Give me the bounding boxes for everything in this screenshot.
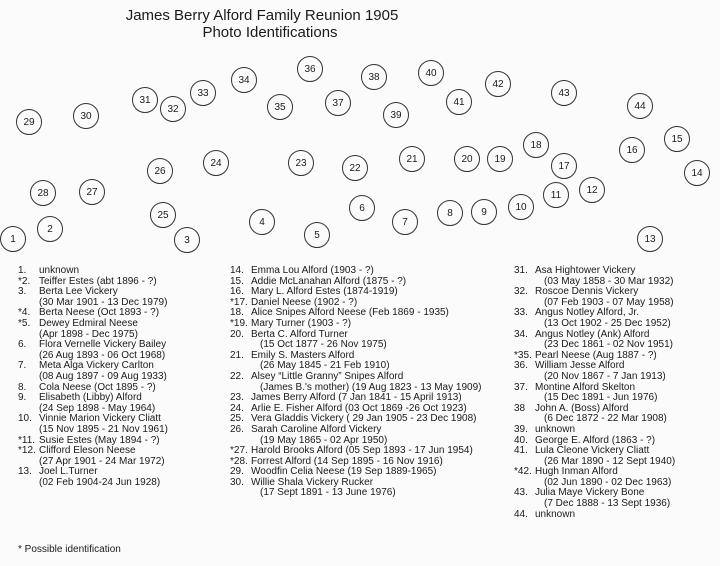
person-marker-2: 2 [37,216,63,242]
entry-name: Pearl Neese (Aug 1887 - ?) [535,349,657,361]
person-marker-32: 32 [160,96,186,122]
person-marker-25: 25 [150,202,176,228]
entry-dates: (7 Dec 1888 - 13 Sept 1936) [544,498,671,510]
entry-name: Emma Lou Alford (1903 - ?) [251,265,374,276]
entry-name: Asa Hightower Vickery [535,265,636,276]
person-marker-22: 22 [342,155,368,181]
entry-name: Vinnie Marion Vickery Cliatt [39,413,161,425]
entry-number: 44. [514,508,528,520]
entry-number: 25. [230,413,244,425]
entry-number: 23. [230,392,244,404]
person-marker-8: 8 [437,200,463,226]
entry-dates: (07 Feb 1903 - 07 May 1958) [544,296,674,308]
entry-name: Montine Alford Skelton [535,381,636,393]
entry-number: 43. [514,487,528,499]
entry-name: Elisabeth (Libby) Alford [39,392,142,404]
entry-name: Lula Cleone Vickery Cliatt [535,445,650,457]
person-marker-38: 38 [361,64,387,90]
entry-name: Harold Brooks Alford (05 Sep 1893 - 17 Jun 1954) [251,445,473,457]
entry-dates: (19 May 1865 - 02 Apr 1950) [260,434,388,446]
person-marker-19: 19 [487,146,513,172]
identification-entry [514,266,675,277]
page-subtitle: Photo Identifications [202,24,338,41]
entry-number: *2. [18,275,31,287]
entry-name: Forrest Alford (14 Sep 1895 - 16 Nov 1916) [251,455,443,467]
entry-dates: (26 Mar 1890 - 12 Sept 1940) [544,455,676,467]
entry-number: *35. [514,349,532,361]
entry-dates: (02 Feb 1904-24 Jun 1928) [39,476,161,488]
entry-name: Clifford Eleson Neese [39,445,136,457]
entry-dates: (23 Dec 1861 - 02 Nov 1951) [544,339,673,351]
person-marker-16: 16 [619,137,645,163]
person-marker-5: 5 [304,222,330,248]
entry-name: Arlie E. Fisher Alford (03 Oct 1869 -26 Oct 1923) [251,402,467,414]
entry-number: 29. [230,466,244,478]
person-marker-1: 1 [0,226,26,252]
entry-name: James Berry Alford (7 Jan 1841 - 15 April 1913) [251,392,462,404]
entry-number: 7. [18,360,27,372]
page-title: James Berry Alford Family Reunion 1905 [125,7,399,24]
entry-dates: (03 May 1858 - 30 Mar 1932) [544,275,674,287]
person-marker-26: 26 [147,158,173,184]
entry-number: 18. [230,307,244,319]
entry-number: *27. [230,445,248,457]
entry-number: 30. [230,476,244,488]
entry-number: *17. [230,296,248,308]
person-marker-24: 24 [203,150,229,176]
entry-name: Mary L. Alford Estes (1874-1919) [251,286,398,298]
entry-number: *5. [18,317,31,329]
entry-name: Addie McLanahan Alford (1875 - ?) [251,275,407,287]
entry-number: 9. [18,392,27,404]
entry-dates: (27 Apr 1901 - 24 Mar 1972) [39,455,165,467]
entry-name: Berta C. Alford Turner [251,328,348,340]
person-marker-42: 42 [485,71,511,97]
entry-number: 33. [514,307,528,319]
entry-dates: (17 Sept 1891 - 13 June 1976) [260,487,396,499]
entry-dates: (6 Dec 1872 - 22 Mar 1908) [544,413,667,425]
entry-number: 20. [230,328,244,340]
entry-number: 24. [230,402,244,414]
person-marker-31: 31 [132,87,158,113]
entry-number: 16. [230,286,244,298]
entry-name: Sarah Caroline Alford Vickery [251,423,382,435]
entry-name: Emily S. Masters Alford [251,349,355,361]
entry-dates: (26 Aug 1893 - 06 Oct 1968) [39,349,166,361]
entry-name: Julia Maye Vickery Bone [535,487,645,499]
entry-number: 3. [18,286,27,298]
person-marker-3: 3 [174,227,200,253]
person-marker-21: 21 [399,146,425,172]
entry-number: 13. [18,466,32,478]
person-marker-15: 15 [664,126,690,152]
entry-number: 41. [514,445,528,457]
entry-name: John A. (Boss) Alford [535,402,629,414]
identification-list-col2 [230,266,481,499]
person-marker-13: 13 [637,226,663,252]
entry-number: *28. [230,455,248,467]
person-marker-17: 17 [551,153,577,179]
entry-number: 26. [230,423,244,435]
entry-number: 37. [514,381,528,393]
entry-dates: (30 Mar 1901 - 13 Dec 1979) [39,296,168,308]
person-marker-14: 14 [684,160,710,186]
person-marker-35: 35 [267,94,293,120]
footnote: * Possible identification [18,544,121,555]
entry-number: 10. [18,413,32,425]
entry-name: Dewey Edmiral Neese [39,317,138,329]
person-marker-41: 41 [446,89,472,115]
identification-entry [230,425,481,436]
entry-number: 39. [514,423,528,435]
person-marker-7: 7 [392,209,418,235]
entry-name: Susie Estes (May 1894 - ?) [39,434,160,446]
entry-name: William Jesse Alford [535,360,625,372]
entry-name: Angus Notley Alford, Jr. [535,307,639,319]
entry-number: 31. [514,265,528,276]
person-marker-33: 33 [190,80,216,106]
entry-number: 21. [230,349,244,361]
entry-name: Daniel Neese (1902 - ?) [251,296,358,308]
person-marker-43: 43 [551,80,577,106]
entry-name: unknown [39,265,80,276]
entry-number: 34. [514,328,528,340]
entry-number: *42. [514,466,532,478]
identification-entry [514,510,675,521]
person-marker-12: 12 [579,177,605,203]
entry-name: Joel L.Turner [39,466,98,478]
entry-name: Roscoe Dennis Vickery [535,286,639,298]
entry-number: 6. [18,339,27,351]
identification-list-col1 [18,266,168,488]
person-marker-36: 36 [297,56,323,82]
entry-dates: (15 Dec 1891 - Jun 1976) [544,392,658,404]
entry-number: *12. [18,445,36,457]
entry-name: Cola Neese (Oct 1895 - ?) [39,381,156,393]
person-marker-37: 37 [325,90,351,116]
person-marker-39: 39 [383,102,409,128]
person-marker-18: 18 [523,132,549,158]
entry-number: 36. [514,360,528,372]
entry-name: George E. Alford (1863 - ?) [535,434,656,446]
entry-name: Berta Neese (Oct 1893 - ?) [39,307,160,319]
person-marker-23: 23 [288,150,314,176]
entry-dates: (15 Nov 1895 - 21 Nov 1961) [39,423,168,435]
entry-name: Flora Vernelle Vickery Bailey [39,339,167,351]
entry-number: 40. [514,434,528,446]
entry-dates: (13 Oct 1902 - 25 Dec 1952) [544,317,671,329]
person-marker-20: 20 [454,146,480,172]
entry-dates: (20 Nov 1867 - 7 Jan 1913) [544,370,666,382]
entry-name: unknown [535,423,576,435]
entry-number: 22. [230,370,244,382]
person-marker-27: 27 [79,179,105,205]
entry-number: 1. [18,265,27,276]
entry-dates: (24 Sep 1898 - May 1964) [39,402,156,414]
entry-dates: (02 Jun 1890 - 02 Dec 1963) [544,476,672,488]
entry-number: 15. [230,275,244,287]
entry-number: 8. [18,381,27,393]
identification-entry [18,319,168,330]
entry-number: *19. [230,317,248,329]
entry-name: Berta Lee Vickery [39,286,118,298]
entry-number: 14. [230,265,244,276]
entry-name: Willie Shala Vickery Rucker [251,476,374,488]
entry-name: Angus Notley (Ank) Alford [535,328,650,340]
entry-dates: (26 May 1845 - 21 Feb 1910) [260,360,390,372]
entry-dates: (15 Oct 1877 - 26 Nov 1975) [260,339,387,351]
entry-name: Hugh Inman Alford [535,466,618,478]
entry-name: unknown [535,508,576,520]
identification-list-col3 [514,266,675,520]
entry-number: 38 [514,402,526,414]
person-marker-28: 28 [30,180,56,206]
person-marker-9: 9 [471,199,497,225]
entry-name: Woodfin Celia Neese (19 Sep 1889-1965) [251,466,437,478]
person-marker-29: 29 [16,109,42,135]
person-marker-30: 30 [73,103,99,129]
entry-name: Meta Alga Vickery Carlton [39,360,154,372]
entry-dates: (08 Aug 1897 - 09 Aug 1933) [39,370,167,382]
entry-name: Teiffer Estes (abt 1896 - ?) [39,275,157,287]
person-marker-11: 11 [543,182,569,208]
person-marker-34: 34 [231,67,257,93]
entry-number: *11. [18,434,36,446]
person-marker-6: 6 [349,195,375,221]
person-marker-10: 10 [508,194,534,220]
identification-entry [230,372,481,383]
entry-number: 32. [514,286,528,298]
entry-name: Alsey “Little Granny” Snipes Alford [251,370,404,382]
person-marker-40: 40 [418,60,444,86]
person-marker-44: 44 [627,93,653,119]
entry-name: Mary Turner (1903 - ?) [251,317,352,329]
entry-dates: (James B.'s mother) (19 Aug 1823 - 13 May 1909) [260,381,482,393]
entry-name: Alice Snipes Alford Neese (Feb 1869 - 1935) [251,307,449,319]
entry-name: Vera Gladdis Vickery ( 29 Jan 1905 - 23 Dec 1908) [251,413,477,425]
entry-number: *4. [18,307,31,319]
person-marker-4: 4 [249,209,275,235]
entry-dates: (Apr 1898 - Dec 1975) [39,328,138,340]
